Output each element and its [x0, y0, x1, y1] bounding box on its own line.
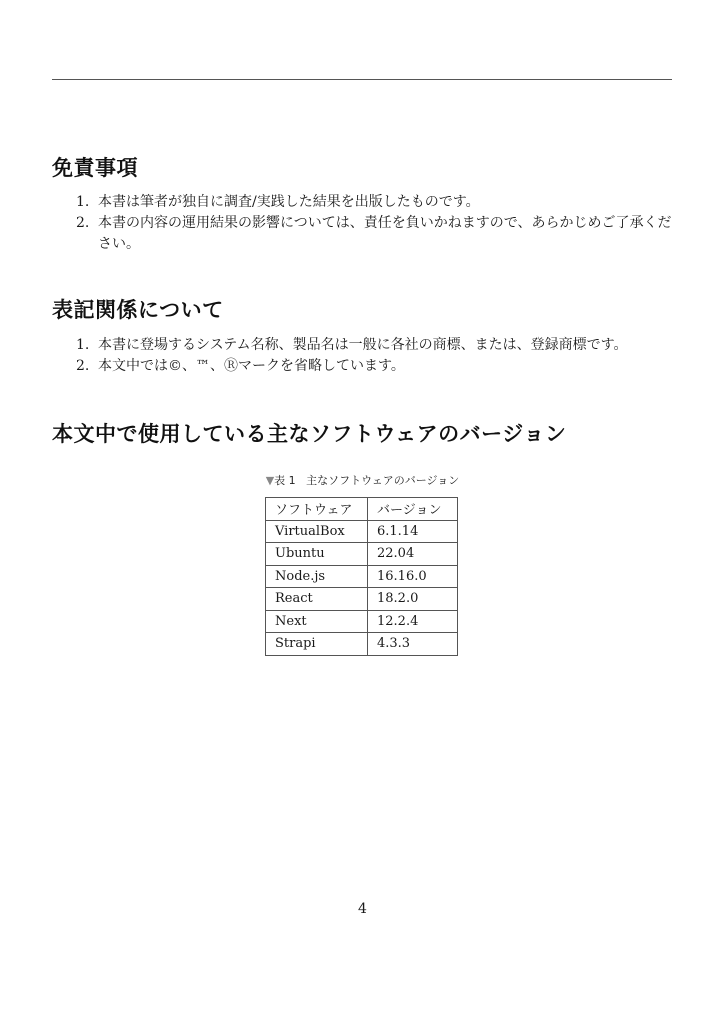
notation-list	[72, 335, 678, 377]
page-number: 4	[358, 901, 367, 917]
table-row	[266, 633, 458, 656]
list-item-text: 本書は筆者が独自に調査/実践した結果を出版したものです。	[98, 194, 480, 210]
version-table	[265, 497, 458, 656]
software-cell: Ubuntu	[266, 543, 368, 566]
header-rule	[52, 79, 672, 80]
table-row	[266, 565, 458, 588]
table-row	[266, 588, 458, 611]
section-heading-versions: 本文中で使用している主なソフトウェアのバージョン	[52, 422, 567, 446]
list-item-text: 本書の内容の運用結果の影響については、責任を負いかねますので、あらかじめご了承ください。	[98, 215, 672, 252]
list-item	[72, 356, 678, 377]
version-cell: 12.2.4	[368, 610, 458, 633]
section-heading-disclaimer: 免責事項	[52, 156, 138, 180]
column-header-version: バージョン	[368, 498, 458, 521]
list-item-text: 本書に登場するシステム名称、製品名は一般に各社の商標、または、登録商標です。	[98, 337, 628, 353]
caption-text: 主なソフトウェアのバージョン	[306, 474, 460, 487]
software-cell: React	[266, 588, 368, 611]
table-row	[266, 543, 458, 566]
software-cell: Strapi	[266, 633, 368, 656]
table-caption	[0, 473, 725, 489]
version-cell: 6.1.14	[368, 520, 458, 543]
list-number: 1.	[76, 194, 90, 210]
version-cell: 16.16.0	[368, 565, 458, 588]
table-row	[266, 610, 458, 633]
caption-triangle-icon: ▼	[265, 474, 275, 487]
section-heading-notation: 表記関係について	[52, 298, 224, 322]
software-cell: Node.js	[266, 565, 368, 588]
software-cell: Next	[266, 610, 368, 633]
list-item	[72, 192, 678, 213]
version-cell: 4.3.3	[368, 633, 458, 656]
list-number: 2.	[76, 215, 90, 231]
disclaimer-list	[72, 192, 678, 255]
list-item-text: 本文中では©、™、Ⓡマークを省略しています。	[98, 358, 405, 374]
software-cell: VirtualBox	[266, 520, 368, 543]
version-cell: 18.2.0	[368, 588, 458, 611]
list-number: 1.	[76, 337, 90, 353]
column-header-software: ソフトウェア	[266, 498, 368, 521]
caption-label: 表 1	[274, 474, 296, 487]
list-number: 2.	[76, 358, 90, 374]
table-header-row	[266, 498, 458, 521]
table-row	[266, 520, 458, 543]
list-item	[72, 335, 678, 356]
version-cell: 22.04	[368, 543, 458, 566]
list-item	[72, 213, 678, 255]
